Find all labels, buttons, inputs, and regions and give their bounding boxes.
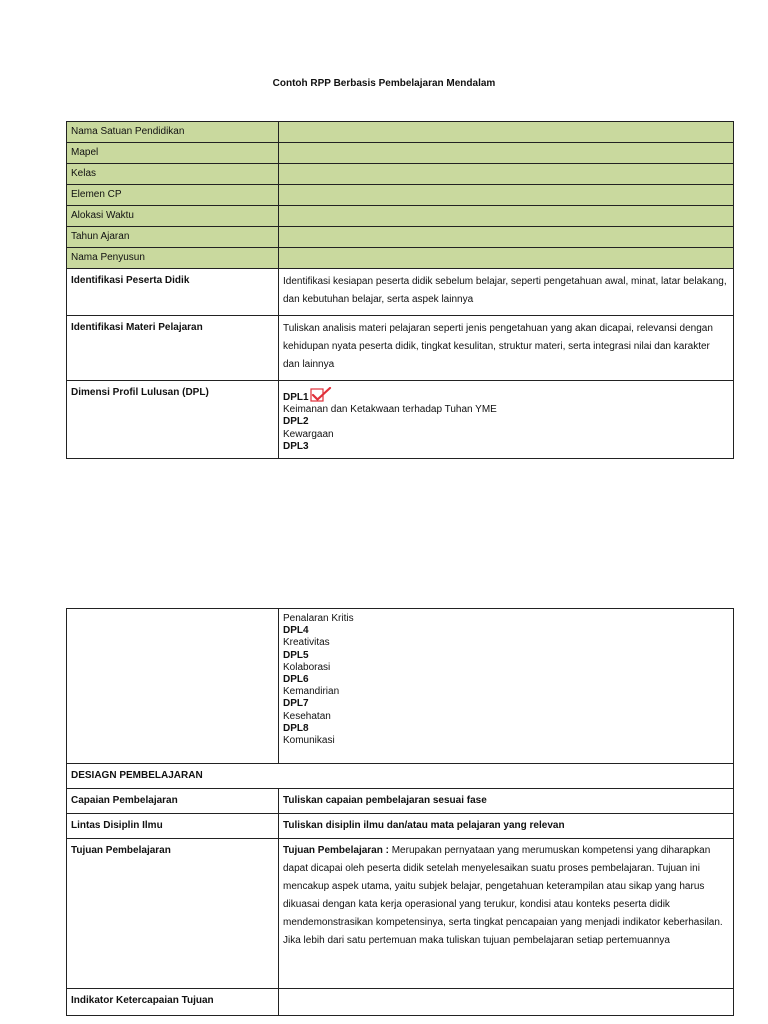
dpl-name: Kesehatan bbox=[283, 710, 331, 722]
rpp-table-page2 bbox=[66, 608, 734, 1016]
row-label: Kelas bbox=[67, 164, 279, 185]
design-heading: DESIAGN PEMBELAJARAN bbox=[67, 764, 734, 789]
dpl-code[interactable]: DPL6 bbox=[283, 674, 309, 686]
dpl-code[interactable]: DPL8 bbox=[283, 722, 309, 734]
tujuan-label: Tujuan Pembelajaran bbox=[67, 839, 279, 989]
tujuan-lead: Tujuan Pembelajaran : bbox=[283, 845, 389, 856]
table-row bbox=[67, 164, 734, 185]
table-row bbox=[67, 248, 734, 269]
dpl-name: Penalaran Kritis bbox=[283, 613, 354, 624]
table-row bbox=[67, 789, 734, 814]
table-row bbox=[67, 381, 734, 459]
dpl-name: Kreativitas bbox=[283, 637, 330, 649]
table-row bbox=[67, 143, 734, 164]
row-value-field[interactable] bbox=[279, 164, 734, 185]
table-row bbox=[67, 269, 734, 316]
dpl-code[interactable]: DPL7 bbox=[283, 698, 309, 710]
table-row bbox=[67, 839, 734, 989]
row-label: Tahun Ajaran bbox=[67, 227, 279, 248]
row-label: Nama Penyusun bbox=[67, 248, 279, 269]
indikator-value[interactable] bbox=[279, 989, 734, 1016]
row-label: Nama Satuan Pendidikan bbox=[67, 122, 279, 143]
dpl-code[interactable]: DPL3 bbox=[283, 440, 309, 452]
dpl-label: Dimensi Profil Lulusan (DPL) bbox=[67, 381, 279, 459]
row-value-field[interactable] bbox=[279, 122, 734, 143]
row-label: Mapel bbox=[67, 143, 279, 164]
dpl-name: Kemandirian bbox=[283, 686, 340, 698]
materi-text[interactable]: Tuliskan analisis materi pelajaran seperti jenis pengetahuan yang akan dicapai, relevansi dengan kehidupan nyata peserta didik, tingkat kesulitan, struktur materi, serta integrasi nilai dan karakter dan lainnya bbox=[279, 316, 734, 381]
dpl-name: Kolaborasi bbox=[283, 661, 331, 673]
page-title: Contoh RPP Berbasis Pembelajaran Mendalam bbox=[272, 78, 496, 89]
dpl-name: Kewargaan bbox=[283, 428, 334, 440]
tujuan-text: Merupakan pernyataan yang merumuskan kompetensi yang diharapkan dapat dicapai oleh peserta didik setelah menyelesaikan suatu proses pembelajaran. Tujuan ini mencakup aspek utama, yaitu subjek belajar, pengetahuan keterampilan atau sikap yang harus dikuasai dengan kata kerja operasional yang terukur, kondisi atau konteks peserta didik mendemonstrasikan kompetensinya, serta tingkat pencapaian yang menjadi indikator keberhasilan. Jika lebih dari satu pertemuan maka tuliskan tujuan pembelajaran setiap pertemuannya bbox=[283, 845, 723, 946]
row-value-field[interactable] bbox=[279, 206, 734, 227]
row-value-field[interactable] bbox=[279, 227, 734, 248]
materi-label: Identifikasi Materi Pelajaran bbox=[67, 316, 279, 381]
table-row bbox=[67, 227, 734, 248]
tujuan-value[interactable] bbox=[279, 839, 734, 989]
lintas-value[interactable]: Tuliskan disiplin ilmu dan/atau mata pelajaran yang relevan bbox=[279, 814, 734, 839]
table-row bbox=[67, 989, 734, 1016]
row-label: Alokasi Waktu bbox=[67, 206, 279, 227]
row-value-field[interactable] bbox=[279, 248, 734, 269]
table-row bbox=[67, 316, 734, 381]
peserta-didik-label: Identifikasi Peserta Didik bbox=[67, 269, 279, 316]
dpl-list-page2 bbox=[279, 609, 734, 764]
table-row bbox=[67, 206, 734, 227]
table-row bbox=[67, 814, 734, 839]
dpl-code[interactable]: DPL4 bbox=[283, 625, 309, 637]
indikator-label: Indikator Ketercapaian Tujuan bbox=[67, 989, 279, 1016]
table-row bbox=[67, 609, 734, 764]
capaian-label: Capaian Pembelajaran bbox=[67, 789, 279, 814]
dpl-code[interactable]: DPL5 bbox=[283, 649, 309, 661]
table-row bbox=[67, 122, 734, 143]
dpl-name: Komunikasi bbox=[283, 735, 335, 747]
checkmark-icon bbox=[310, 387, 332, 402]
rpp-table-page1 bbox=[66, 121, 734, 459]
table-row bbox=[67, 764, 734, 789]
dpl-list-page1 bbox=[279, 381, 734, 459]
capaian-value[interactable]: Tuliskan capaian pembelajaran sesuai fase bbox=[279, 789, 734, 814]
dpl-name: Keimanan dan Ketakwaan terhadap Tuhan YME bbox=[283, 404, 497, 416]
table-row bbox=[67, 185, 734, 206]
lintas-label: Lintas Disiplin Ilmu bbox=[67, 814, 279, 839]
dpl-label-continued bbox=[67, 609, 279, 764]
row-value-field[interactable] bbox=[279, 185, 734, 206]
dpl-code[interactable]: DPL2 bbox=[283, 416, 309, 428]
row-label: Elemen CP bbox=[67, 185, 279, 206]
peserta-didik-text[interactable]: Identifikasi kesiapan peserta didik sebelum belajar, seperti pengetahuan awal, minat, latar belakang, dan kebutuhan belajar, serta aspek lainnya bbox=[279, 269, 734, 316]
dpl-code[interactable]: DPL1 bbox=[283, 387, 729, 404]
row-value-field[interactable] bbox=[279, 143, 734, 164]
